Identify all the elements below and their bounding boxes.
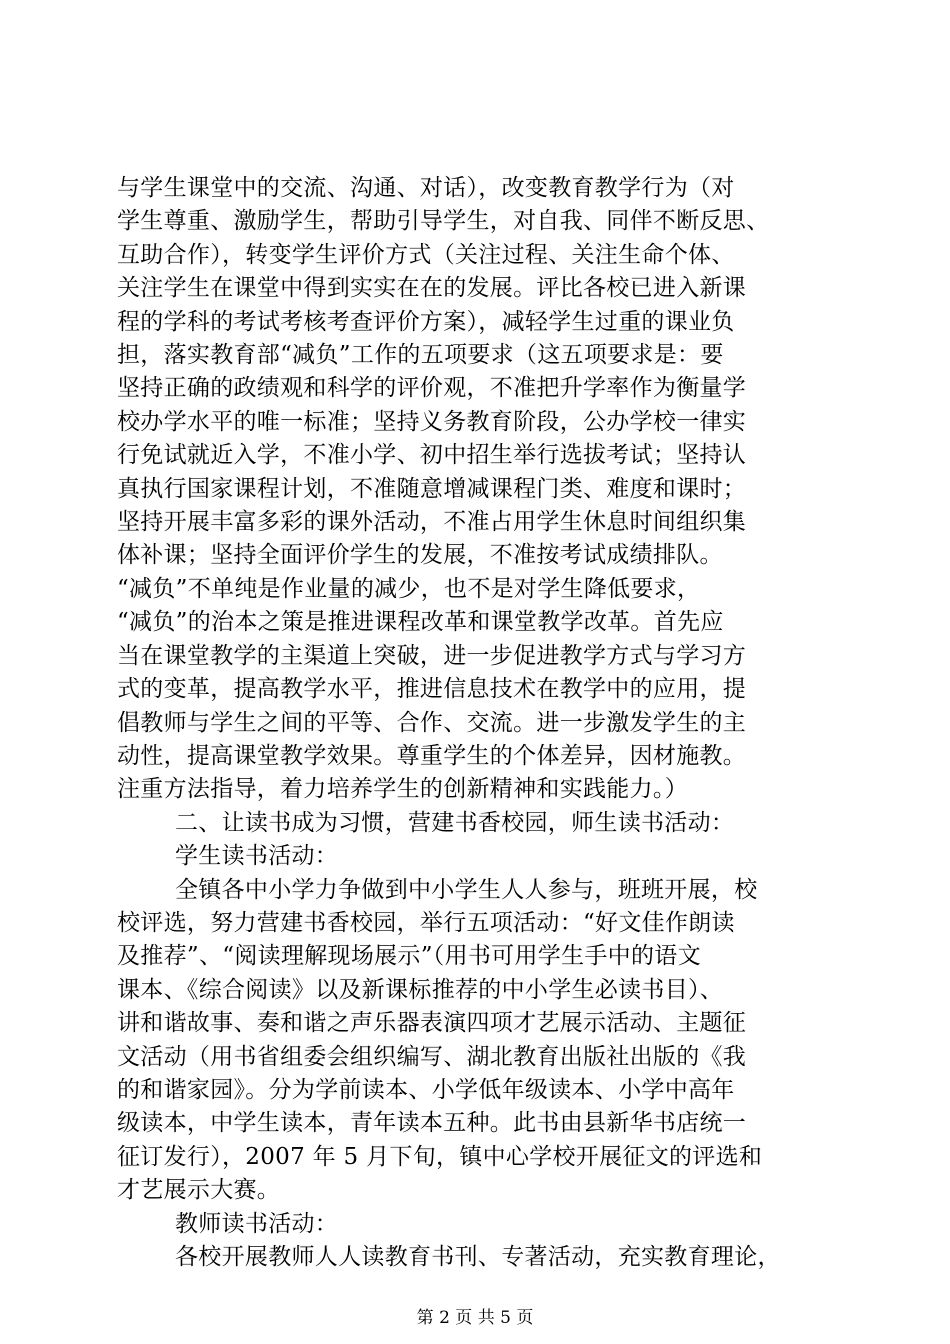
text-line: 程的学科的考试考核考查评价方案），减轻学生过重的课业负 <box>117 308 735 335</box>
text-line: 文活动（用书省组委会组织编写、湖北教育出版社出版的《我 <box>117 1043 747 1070</box>
text-line: 教师读书活动： <box>175 1210 339 1237</box>
text-line: “减负”的治本之策是推进课程改革和课堂教学改革。首先应 <box>117 609 724 636</box>
text-line: 级读本，中学生读本，青年读本五种。此书由县新华书店统一 <box>117 1110 747 1137</box>
text-line: 才艺展示大赛。 <box>117 1177 281 1204</box>
text-line: 倡教师与学生之间的平等、合作、交流。进一步激发学生的主 <box>117 709 747 736</box>
text-line: 体补课；坚持全面评价学生的发展，不准按考试成绩排队。 <box>117 542 723 569</box>
document-body <box>117 172 837 1274</box>
text-line: “减负”不单纯是作业量的减少，也不是对学生降低要求， <box>117 575 701 602</box>
text-line: 的和谐家园》。分为学前读本、小学低年级读本、小学中高年 <box>117 1076 735 1103</box>
text-line: 坚持开展丰富多彩的课外活动，不准占用学生休息时间组织集 <box>117 509 747 536</box>
text-line: 式的变革，提高教学水平，推进信息技术在教学中的应用，提 <box>117 676 747 703</box>
text-line: 征订发行），2007 年 5 月下旬，镇中心学校开展征文的评选和 <box>117 1143 763 1170</box>
text-line: 课本、《综合阅读》以及新课标推荐的中小学生必读书目）、 <box>117 976 724 1003</box>
text-line: 互助合作），转变学生评价方式（关注过程、关注生命个体、 <box>117 241 735 268</box>
text-line: 动性，提高课堂教学效果。尊重学生的个体差异，因材施教。 <box>117 742 747 769</box>
text-line: 坚持正确的政绩观和科学的评价观，不准把升学率作为衡量学 <box>117 375 747 402</box>
text-line: 全镇各中小学力争做到中小学生人人参与，班班开展，校 <box>175 876 758 903</box>
text-line: 与学生课堂中的交流、沟通、对话），改变教育教学行为（对 <box>117 175 735 201</box>
text-line: 关注学生在课堂中得到实实在在的发展。评比各校已进入新课 <box>117 275 747 302</box>
text-line: 学生读书活动： <box>175 843 339 870</box>
text-line: 校办学水平的唯一标准；坚持义务教育阶段，公办学校一律实 <box>117 408 747 435</box>
text-line: 担，落实教育部“减负”工作的五项要求（这五项要求是：要 <box>117 342 724 369</box>
text-line: 讲和谐故事、奏和谐之声乐器表演四项才艺展示活动、主题征 <box>117 1010 747 1037</box>
text-line: 校评选，努力营建书香校园，举行五项活动：“好文佳作朗读 <box>117 909 735 936</box>
text-line: 真执行国家课程计划，不准随意增减课程门类、难度和课时； <box>117 475 747 502</box>
text-line: 各校开展教师人人读教育书刊、专著活动，充实教育理论， <box>175 1244 781 1270</box>
text-line: 注重方法指导，着力培养学生的创新精神和实践能力。） <box>117 776 688 803</box>
page-footer: 第 2 页 共 5 页 <box>416 1308 534 1328</box>
text-line: 二、让读书成为习惯，营建书香校园，师生读书活动： <box>175 809 735 836</box>
text-line: 当在课堂教学的主渠道上突破，进一步促进教学方式与学习方 <box>117 642 747 669</box>
text-line: 学生尊重、激励学生，帮助引导学生，对自我、同伴不断反思、 <box>117 208 770 235</box>
text-line: 及推荐”、“阅读理解现场展示”（用书可用学生手中的语文 <box>117 943 701 970</box>
text-line: 行免试就近入学，不准小学、初中招生举行选拔考试；坚持认 <box>117 442 747 469</box>
